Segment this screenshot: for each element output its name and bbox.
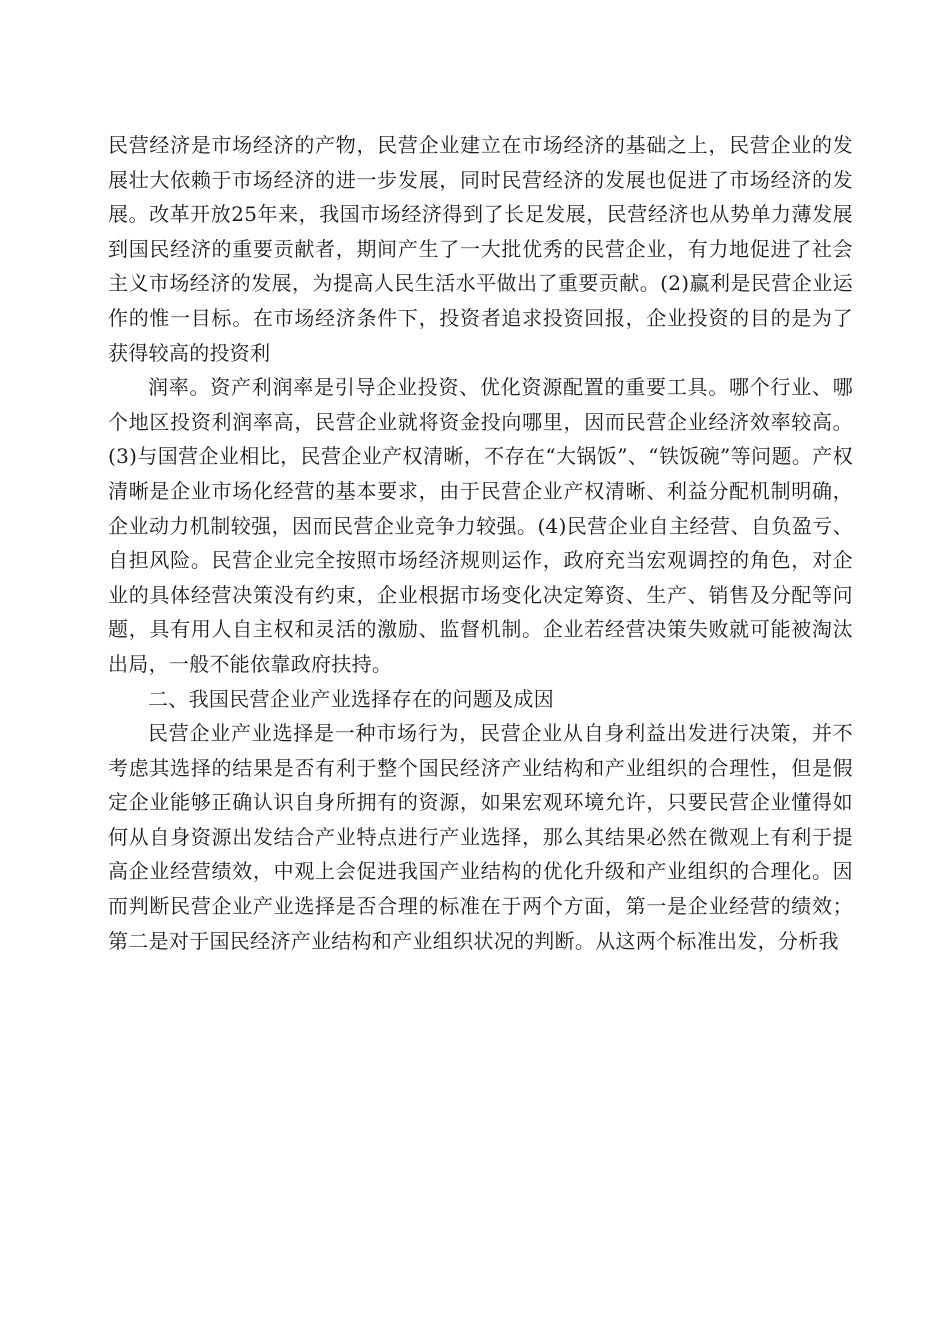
document-body xyxy=(108,128,853,958)
paragraph-2: 润率。资产利润率是引导企业投资、优化资源配置的重要工具。哪个行业、哪个地区投资利润率高，民营企业就将资金投向哪里，因而民营企业经济效率较高。(3)与国营企业相比，民营企业产权清晰，不存在“大锅饭”、“铁饭碗”等问题。产权清晰是企业市场化经营的基本要求，由于民营企业产权清晰、利益分配机制明确，企业动力机制较强，因而民营企业竞争力较强。(4)民营企业自主经营、自负盈亏、自担风险。民营企业完全按照市场经济规则运作，政府充当宏观调控的角色，对企业的具体经营决策没有约束，企业根据市场变化决定筹资、生产、销售及分配等问题，具有用人自主权和灵活的激励、监督机制。企业若经营决策失败就可能被淘汰出局，一般不能依靠政府扶持。 xyxy=(108,375,853,676)
section-heading: 二、我国民营企业产业选择存在的问题及成因 xyxy=(148,686,554,711)
paragraph-1: 民营经济是市场经济的产物，民营企业建立在市场经济的基础之上，民营企业的发展壮大依赖于市场经济的进一步发展，同时民营经济的发展也促进了市场经济的发展。改革开放25年来，我国市场经济得到了长足发展，民营经济也从势单力薄发展到国民经济的重要贡献者，期间产生了一大批优秀的民营企业，有力地促进了社会主义市场经济的发展，为提高人民生活水平做出了重要贡献。(2)赢利是民营企业运作的惟一目标。在市场经济条件下，投资者追求投资回报，企业投资的目的是为了获得较高的投资利 xyxy=(108,133,853,365)
paragraph-3: 民营企业产业选择是一种市场行为，民营企业从自身利益出发进行决策，并不考虑其选择的结果是否有利于整个国民经济产业结构和产业组织的合理性，但是假定企业能够正确认识自身所拥有的资源，如果宏观环境允许，只要民营企业懂得如何从自身资源出发结合产业特点进行产业选择，那么其结果必然在微观上有利于提高企业经营绩效，中观上会促进我国产业结构的优化升级和产业组织的合理化。因而判断民营企业产业选择是否合理的标准在于两个方面，第一是企业经营的绩效；第二是对于国民经济产业结构和产业组织状况的判断。从这两个标准出发，分析我 xyxy=(108,721,853,953)
